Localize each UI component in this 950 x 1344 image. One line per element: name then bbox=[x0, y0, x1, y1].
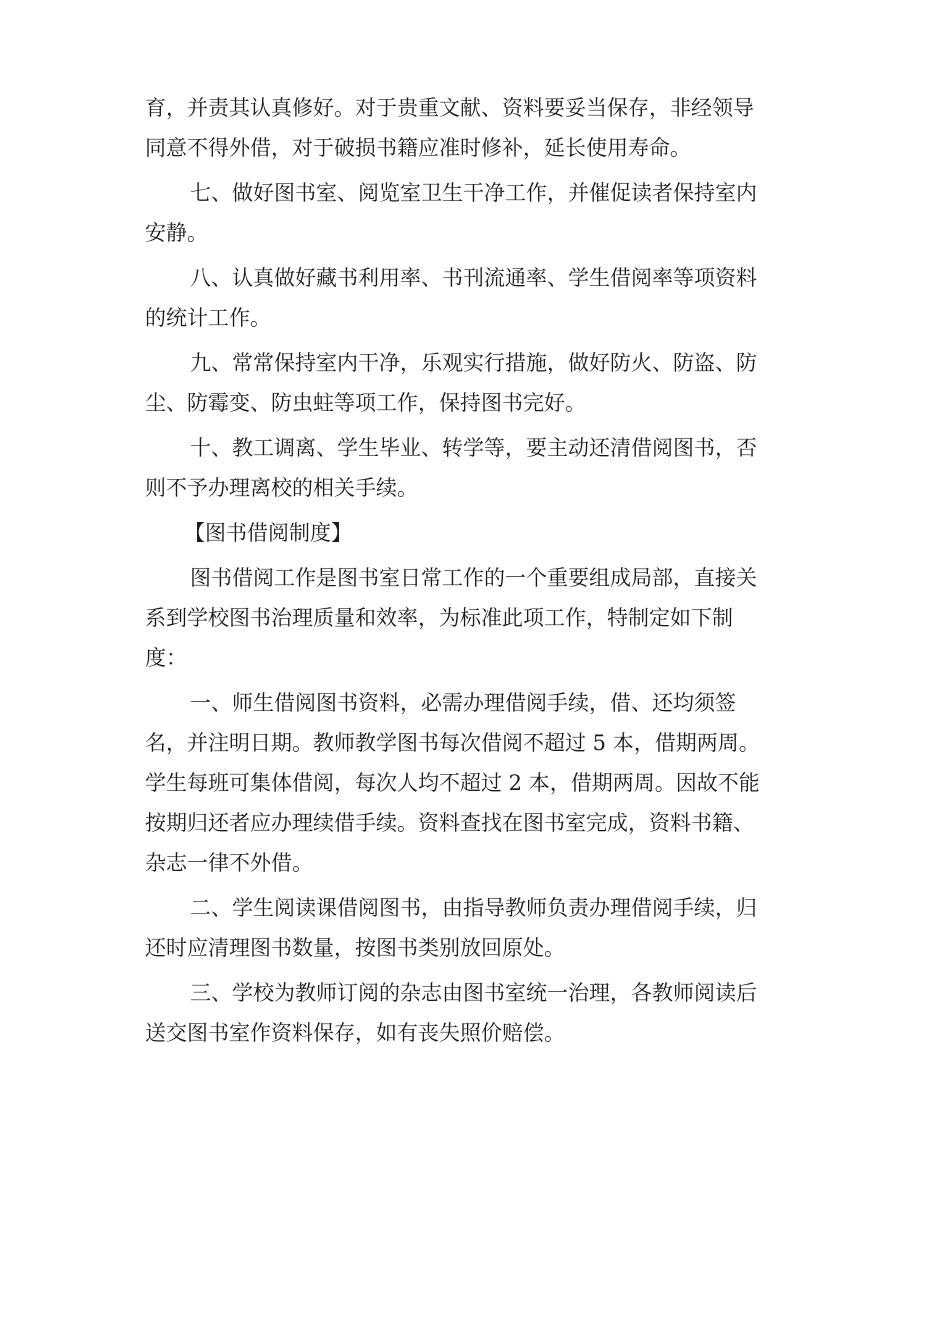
section-heading: 【图书借阅制度】 bbox=[184, 521, 352, 545]
text-line: 还时应清理图书数量，按图书类别放回原处。 bbox=[145, 936, 565, 960]
text-line: 八、认真做好藏书利用率、书刊流通率、学生借阅率等项资料 bbox=[190, 266, 757, 290]
text-line: 送交图书室作资料保存，如有丧失照价赔偿。 bbox=[145, 1021, 565, 1045]
text-line: 图书借阅工作是图书室日常工作的一个重要组成局部，直接关 bbox=[190, 566, 757, 590]
text-line: 三、学校为教师订阅的杂志由图书室统一治理，各教师阅读后 bbox=[190, 981, 757, 1005]
text-line: 尘、防霉变、防虫蛀等项工作，保持图书完好。 bbox=[145, 391, 586, 415]
text-line: 则不予办理离校的相关手续。 bbox=[145, 476, 418, 500]
text-line: 的统计工作。 bbox=[145, 306, 271, 330]
text-line: 学生每班可集体借阅，每次人均不超过 2 本，借期两周。因故不能 bbox=[145, 771, 760, 795]
text-line: 系到学校图书治理质量和效率，为标准此项工作，特制定如下制 bbox=[145, 606, 733, 630]
text-line: 杂志一律不外借。 bbox=[145, 851, 313, 875]
text-line: 二、学生阅读课借阅图书，由指导教师负责办理借阅手续，归 bbox=[190, 896, 757, 920]
text-line: 名，并注明日期。教师教学图书每次借阅不超过 5 本，借期两周。 bbox=[145, 731, 760, 755]
text-line: 十、教工调离、学生毕业、转学等，要主动还清借阅图书，否 bbox=[190, 436, 757, 460]
text-line: 按期归还者应办理续借手续。资料查找在图书室完成，资料书籍、 bbox=[145, 811, 754, 835]
text-line: 九、常常保持室内干净，乐观实行措施，做好防火、防盗、防 bbox=[190, 351, 757, 375]
text-line: 安静。 bbox=[145, 221, 208, 245]
text-line: 度： bbox=[145, 646, 187, 670]
text-line: 育，并责其认真修好。对于贵重文献、资料要妥当保存，非经领导 bbox=[145, 96, 754, 120]
text-line: 七、做好图书室、阅览室卫生干净工作，并催促读者保持室内 bbox=[190, 181, 757, 205]
text-line: 一、师生借阅图书资料，必需办理借阅手续，借、还均须签 bbox=[190, 691, 736, 715]
text-line: 同意不得外借，对于破损书籍应准时修补，延长使用寿命。 bbox=[145, 136, 691, 160]
